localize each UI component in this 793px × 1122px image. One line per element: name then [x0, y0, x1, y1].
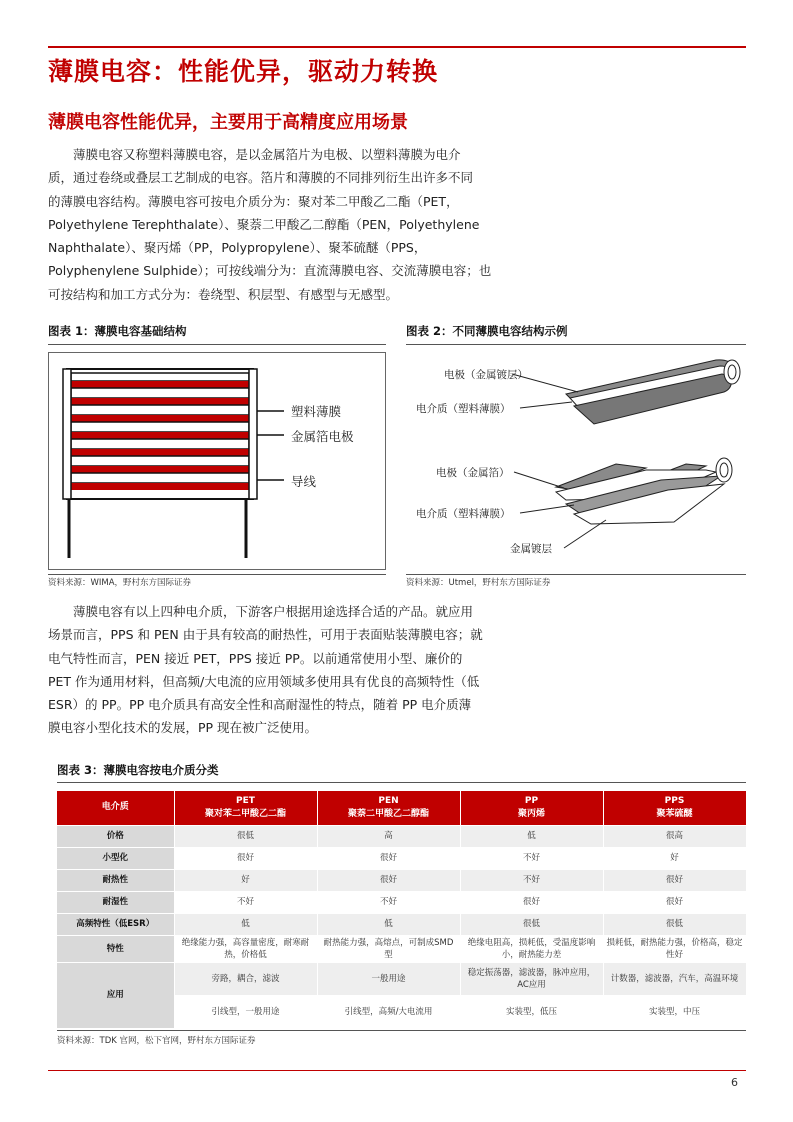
table-cell: 绝缘电阻高，损耗低，受温度影响小，耐热能力差: [460, 935, 603, 962]
table-cell: 不好: [174, 891, 317, 913]
label-lead-wire: 导线: [291, 474, 317, 489]
dielectric-classification-table: [57, 791, 747, 1029]
table-cell: 很好: [174, 847, 317, 869]
fig2-diagram: [406, 352, 746, 570]
header-corner: 电介质: [57, 791, 174, 825]
table-cell: 很低: [174, 825, 317, 847]
table3-source: 资料来源：TDK 官网，松下官网，野村东方国际证券: [57, 1036, 256, 1046]
label-electrode-foil: 电极（金属箔）: [436, 467, 510, 479]
header-pet: [174, 791, 317, 825]
label-dielectric-a: 电介质（塑料薄膜）: [416, 403, 511, 415]
fig1-source: 资料来源：WIMA，野村东方国际证券: [48, 578, 192, 588]
header-pps: [603, 791, 746, 825]
table-header-row: [57, 791, 746, 825]
header-pen: [317, 791, 460, 825]
fig1-caption: 图表 1：薄膜电容基础结构: [48, 324, 187, 338]
fig1-capacitor-structure: [48, 352, 386, 570]
table-cell: 很好: [317, 869, 460, 891]
table-cell: 很好: [603, 869, 746, 891]
table-cell: 稳定振荡器，滤波器，脉冲应用，AC应用: [460, 962, 603, 995]
fig1-diagram: [49, 353, 385, 569]
footer-rule: [48, 1070, 746, 1071]
para1-line: Polyphenylene Sulphide）；可按线端分为：直流薄膜电容、交流薄膜电容；也: [48, 263, 492, 279]
table-cell: 不好: [317, 891, 460, 913]
table3-bottom-rule: [57, 1030, 746, 1031]
table-row: [57, 935, 746, 962]
para1-line: Naphthalate）、聚丙烯（PP，Polypropylene）、聚苯硫醚（PPS，: [48, 240, 427, 256]
rolled-film-example: [566, 360, 740, 424]
table-cell: 很低: [460, 913, 603, 935]
para1-line: 质，通过卷绕或叠层工艺制成的电容。箔片和薄膜的不同排列衍生出许多不同: [48, 170, 474, 186]
para2-line: 膜电容小型化技术的发展，PP 现在被广泛使用。: [48, 720, 318, 736]
para2-line: ESR）的 PP。PP 电介质具有高安全性和高耐湿性的特点，随着 PP 电介质薄: [48, 697, 472, 713]
table-cell: 引线型，一般用途: [174, 995, 317, 1028]
row-label: 小型化: [57, 847, 174, 869]
table-cell: 很低: [603, 913, 746, 935]
table-cell: 很好: [460, 891, 603, 913]
table-cell: 低: [317, 913, 460, 935]
para1-line: 可按结构和加工方式分为：卷绕型、积层型、有感型与无感型。: [48, 286, 399, 302]
table-cell: 一般用途: [317, 962, 460, 995]
para1-line: Polyethylene Terephthalate）、聚萘二甲酸乙二醇酯（PEN，Polyethylene: [48, 216, 480, 232]
page-number: 6: [731, 1076, 738, 1089]
table-cell: 计数器，滤波器，汽车，高温环境: [603, 962, 746, 995]
row-label: 应用: [57, 962, 174, 1028]
fig2-caption-rule: [406, 344, 746, 345]
stacked-film-example: [556, 458, 732, 524]
table3-caption: 图表 3：薄膜电容按电介质分类: [57, 763, 219, 777]
fig2-structure-examples: [406, 352, 746, 570]
table-row: [57, 869, 746, 891]
table-cell: 耐热能力强，高熔点，可制成SMD型: [317, 935, 460, 962]
header-material: 聚对苯二甲酸乙二酯: [204, 808, 286, 819]
table-row: [57, 913, 746, 935]
header-pp: [460, 791, 603, 825]
table-cell: 引线型，高频/大电流用: [317, 995, 460, 1028]
header-code: PPS: [664, 795, 685, 806]
table-row: [57, 962, 746, 995]
label-plastic-film: 塑料薄膜: [291, 404, 342, 419]
row-label: 耐热性: [57, 869, 174, 891]
para1-line: 的薄膜电容结构。薄膜电容可按电介质分为：聚对苯二甲酸乙二酯（PET，: [48, 193, 459, 209]
para2-line: 薄膜电容有以上四种电介质，下游客户根据用途选择合适的产品。就应用: [73, 604, 474, 619]
label-electrode-plated: 电极（金属镀层）: [444, 369, 528, 381]
capacitor-layers: [71, 373, 249, 490]
table-row: [57, 847, 746, 869]
table-cell: 低: [174, 913, 317, 935]
row-label: 价格: [57, 825, 174, 847]
fig2-caption: 图表 2：不同薄膜电容结构示例: [406, 324, 568, 338]
fig2-source: 资料来源：Utmel，野村东方国际证券: [406, 578, 551, 588]
table-cell: 不好: [460, 847, 603, 869]
table-cell: 很高: [603, 825, 746, 847]
header-code: PET: [236, 795, 255, 806]
table-cell: 损耗低，耐热能力强，价格高，稳定性好: [603, 935, 746, 962]
table-cell: 实装型，低压: [460, 995, 603, 1028]
table-cell: 很好: [317, 847, 460, 869]
para1-line: 薄膜电容又称塑料薄膜电容，是以金属箔片为电极、以塑料薄膜为电介: [73, 147, 461, 162]
table-cell: 旁路，耦合，滤波: [174, 962, 317, 995]
label-metal-plating: 金属镀层: [510, 543, 552, 555]
table-cell: 实装型，中压: [603, 995, 746, 1028]
header-rule: [48, 46, 746, 48]
section-subtitle: 薄膜电容性能优异，主要用于高精度应用场景: [48, 112, 408, 133]
para2-line: PET 作为通用材料，但高频/大电流的应用领域多使用具有优良的高频特性（低: [48, 673, 480, 689]
table-cell: 好: [174, 869, 317, 891]
header-material: 聚萘二甲酸乙二醇酯: [347, 808, 429, 819]
table-cell: 好: [603, 847, 746, 869]
fig2-bottom-rule: [406, 574, 746, 575]
para2-line: 电气特性而言，PEN 接近 PET，PPS 接近 PP。以前通常使用小型、廉价的: [48, 650, 463, 666]
header-material: 聚丙烯: [517, 808, 545, 819]
label-metal-foil: 金属箔电极: [291, 429, 354, 444]
row-label: 特性: [57, 935, 174, 962]
page-title: 薄膜电容：性能优异，驱动力转换: [48, 57, 439, 86]
header-code: PEN: [378, 795, 399, 806]
table-row: [57, 891, 746, 913]
row-label: 高频特性（低ESR）: [57, 913, 174, 935]
table-cell: 低: [460, 825, 603, 847]
table-row: [57, 825, 746, 847]
header-material: 聚苯硫醚: [656, 808, 693, 819]
para2-line: 场景而言，PPS 和 PEN 由于具有较高的耐热性，可用于表面贴装薄膜电容；就: [48, 627, 483, 643]
table-cell: 不好: [460, 869, 603, 891]
table-cell: 绝缘能力强，高容量密度，耐寒耐热，价格低: [174, 935, 317, 962]
fig1-bottom-rule: [48, 574, 386, 575]
row-label: 耐湿性: [57, 891, 174, 913]
header-code: PP: [524, 795, 539, 806]
label-dielectric-b: 电介质（塑料薄膜）: [416, 508, 511, 520]
intro-paragraph: [48, 143, 538, 306]
table-cell: 高: [317, 825, 460, 847]
table-cell: 很好: [603, 891, 746, 913]
table3-caption-rule: [57, 782, 746, 783]
fig1-caption-rule: [48, 344, 386, 345]
application-paragraph: [48, 600, 538, 740]
